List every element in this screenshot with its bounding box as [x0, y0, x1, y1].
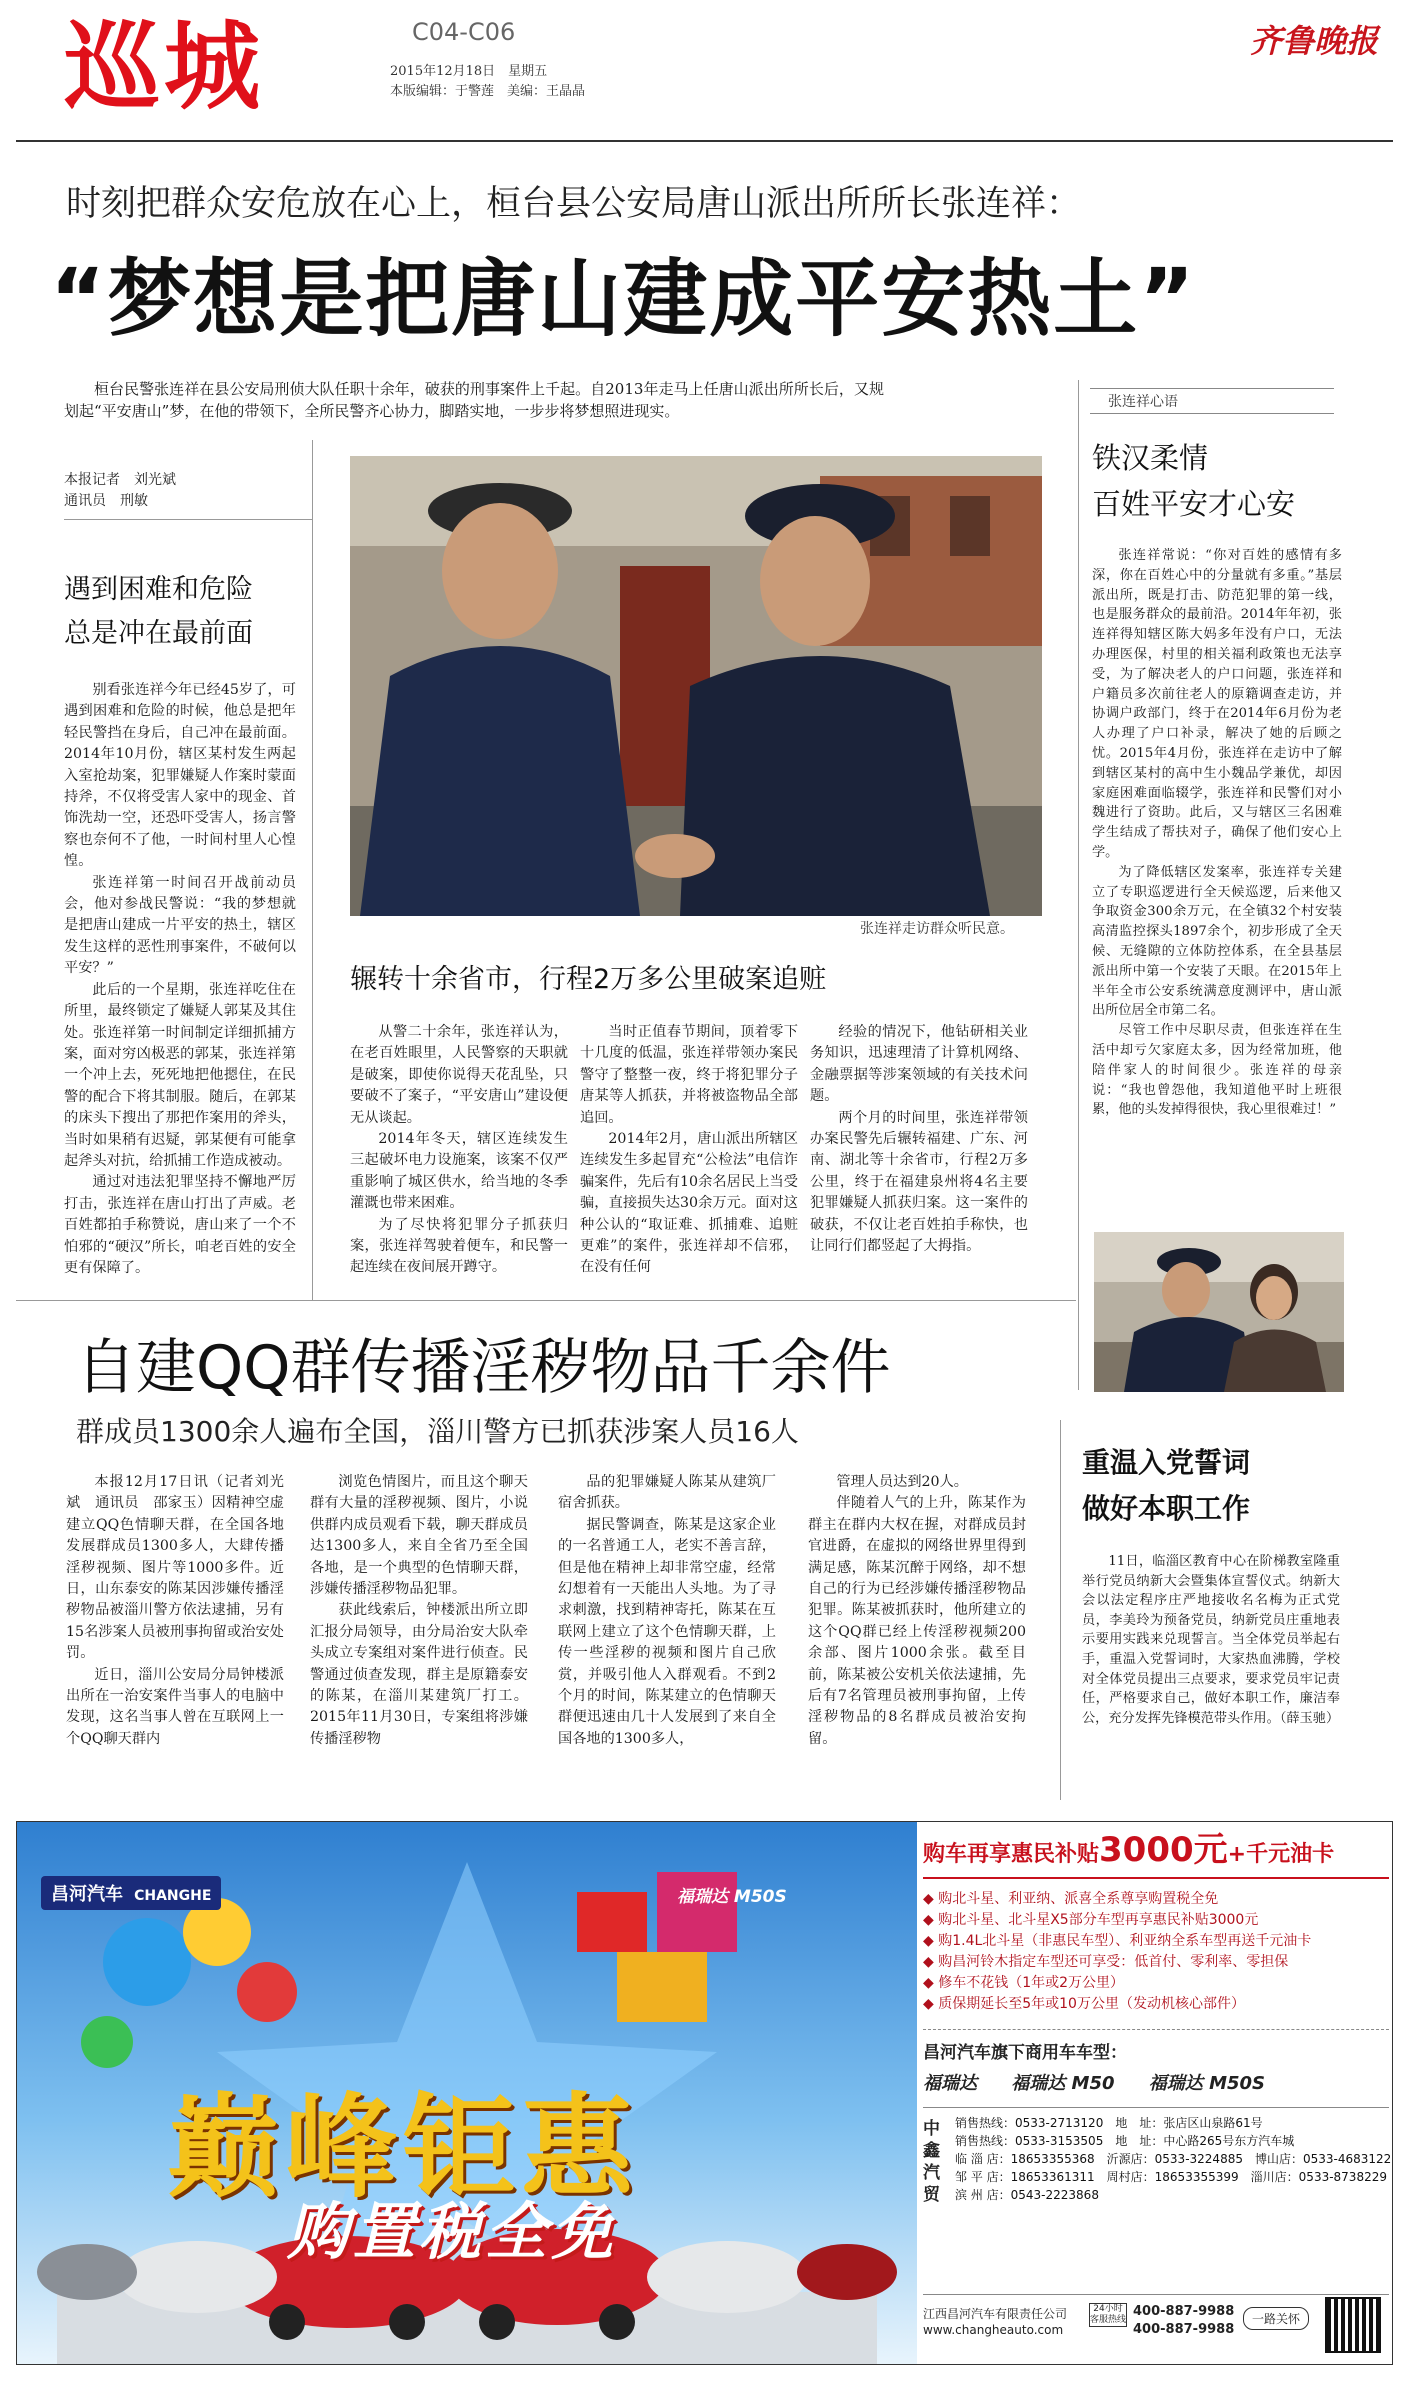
offer-list — [923, 1889, 1389, 2015]
page-range: C04-C06 — [412, 18, 516, 46]
paragraph: 2014年冬天，辖区连续发生三起破坏电力设施案，该案不仅严重影响了城区供水，给当地的冬季灌溉也带来困难。 — [350, 1131, 568, 1212]
column-rule — [312, 440, 313, 1300]
newspaper-logo: 齐鲁晚报 — [1250, 22, 1379, 60]
contact-value: 张店区山泉路61号 — [1163, 2116, 1263, 2130]
paragraph: 2014年2月，唐山派出所辖区连续发生多起冒充“公检法”电信诈骗案件，先后有10余名居民上当受骗，直接损失达30余万元。面对这种公认的“取证难、抓捕难、追赃更难”的案件，张连祥却不信邪，在没有任何 — [580, 1131, 798, 1276]
editor-line: 本版编辑：于警莲 美编：王晶晶 — [390, 84, 586, 99]
commercial-models — [923, 2069, 1389, 2095]
contact-value: 0533-3224885 — [1154, 2152, 1243, 2166]
ad-slogan-sub: 购置税全免 — [287, 2195, 618, 2268]
contact-value: 0533-2713120 — [1015, 2116, 1104, 2130]
sidebar-title-line: 百姓平安才心安 — [1092, 487, 1296, 521]
paragraph: 本报12月17日讯（记者刘光斌 通讯员 邵家玉）因精神空虚建立QQ色情聊天群，在全国各地发展群成员1300多人，大肆传播淫秽视频、图片等1000多件。近日，山东泰安的陈某因涉嫌传播淫秽物品被淄川警方依法逮捕，另有15名涉案人员被刑事拘留或治安处罚。 — [66, 1474, 284, 1662]
model-name: 福瑞达 M50S — [1148, 2073, 1265, 2094]
sidebar-title — [1092, 435, 1342, 527]
dealer-name: 中鑫汽贸 — [923, 2119, 940, 2205]
brand-logo — [41, 1876, 221, 1910]
contact-value: 0533-4683122 — [1303, 2152, 1392, 2166]
column-rule — [1078, 380, 1079, 1390]
brand-name: 昌河汽车 — [51, 1884, 123, 1905]
hotline-number: 400-887-9988 — [1133, 2304, 1235, 2319]
subhead-line: 遇到困难和危险 — [64, 574, 253, 605]
paragraph: 伴随着人气的上升，陈某作为群主在群内大权在握，对群成员封官进爵，在虚拟的网络世界里得到满足感，陈某沉醉于网络，却不想自己的行为已经涉嫌传播淫秽物品犯罪。陈某被抓获时，他所建立的这个QQ群已经上传淫秽视频200余部、图片1000余张。截至目前，陈某被公安机关依法逮捕，先后有7名管理员被刑事拘留，上传淫秽物品的8名群成员被治安拘留。 — [808, 1495, 1026, 1747]
ad-footer — [923, 2294, 1389, 2354]
story2-headline: 自建QQ群传播淫秽物品千余件 — [76, 1333, 891, 1403]
story2-subtitle: 群成员1300余人遍布全国，淄川警方已抓获涉案人员16人 — [76, 1415, 799, 1448]
hotline-label: 24小时客服热线 — [1090, 2304, 1127, 2325]
offer-plus: +千元油卡 — [1227, 1842, 1335, 1867]
story2-column-4 — [808, 1472, 1026, 1798]
model-logo: 福瑞达 M50S — [677, 1887, 787, 1907]
contact-label: 沂源店： — [1106, 2152, 1155, 2166]
contact-value: 0533-3153505 — [1015, 2134, 1104, 2148]
paragraph: 从警二十余年，张连祥认为，在老百姓眼里，人民警察的天职就是破案，即使你说得天花乱坠，只要破不了案子，“平安唐山”建设便无从谈起。 — [350, 1024, 568, 1126]
ad-slogan-main: 巅峰钜惠 — [167, 2083, 639, 2213]
qr-code-icon — [1325, 2297, 1381, 2353]
contact-label: 淄川店： — [1250, 2170, 1299, 2184]
story1-subhead-1 — [64, 568, 312, 656]
offer-item: ◆ 购1.4L北斗星（非惠民车型）、利亚纳全系车型再送千元油卡 — [923, 1931, 1389, 1952]
brief-body — [1082, 1552, 1340, 1800]
offer-item: ◆ 购北斗星、北斗星X5部分车型再享惠民补贴3000元 — [923, 1910, 1389, 1931]
main-photo — [350, 456, 1042, 916]
divider — [64, 519, 312, 520]
sidebar-photo — [1094, 1232, 1344, 1392]
contact-label: 销售热线： — [955, 2116, 1016, 2130]
paragraph: 张连祥常说：“你对百姓的感情有多深，你在百姓心中的分量就有多重。”基层派出所，既是打击、防范犯罪的第一线，也是服务群众的最前沿。2014年年初，张连祥得知辖区陈大妈多年没有户口，无法办理医保，村里的相关福利政策也无法享受，为了解决老人的户口问题，张连祥和户籍员多次前往老人的原籍调查走访，并协调户政部门，终于在2014年6月份为老人办理了户口补录，解决了她的后顾之忧。2015年4月份，张连祥在走访中了解到辖区某村的高中生小魏品学兼优，却因家庭困难面临辍学，张连祥和民警们对小魏进行了资助。此后，又与辖区三名困难学生结成了帮扶对子，确保了他们安心上学。 — [1092, 548, 1342, 860]
contact-label: 周村店： — [1106, 2170, 1155, 2184]
ad-info-panel — [923, 1828, 1392, 2358]
brief-title-line: 做好本职工作 — [1082, 1492, 1251, 1525]
contact-row — [955, 2168, 1391, 2186]
paragraph: 通过对违法犯罪坚持不懈地严厉打击，张连祥在唐山打出了声威。老百姓都拍手称赞说，唐山来了一个不怕邪的“硬汉”所长，咱老百姓的安全更有保障了。 — [64, 1174, 296, 1276]
company-name: 江西昌河汽车有限责任公司 — [923, 2307, 1068, 2321]
dealer-contacts — [955, 2114, 1391, 2204]
contact-row — [955, 2150, 1391, 2168]
contact-value: 0543-2223868 — [1010, 2188, 1099, 2202]
brief-title-line: 重温入党誓词 — [1082, 1446, 1251, 1479]
contact-value: 18653355399 — [1154, 2170, 1239, 2184]
contact-label: 邹 平 店： — [955, 2170, 1011, 2184]
story2-column-2 — [310, 1472, 528, 1798]
photo-illustration — [1094, 1232, 1344, 1392]
contact-row — [955, 2186, 1391, 2204]
ad-visual — [17, 1822, 917, 2364]
story1-column-2 — [350, 1022, 568, 1276]
story1-subhead-2: 辗转十余省市，行程2万多公里破案追赃 — [350, 964, 827, 995]
paragraph — [1082, 1552, 1340, 1728]
model-name: 福瑞达 M50 — [1011, 2073, 1115, 2094]
story1-column-3 — [580, 1022, 798, 1276]
service-badge: 一路关怀 — [1243, 2307, 1309, 2330]
column-rule — [1060, 1420, 1061, 1800]
paragraph: 管理人员达到20人。 — [836, 1474, 968, 1490]
contact-label: 销售热线： — [955, 2134, 1016, 2148]
website[interactable]: www.changheauto.com — [923, 2323, 1064, 2337]
paragraph: 据民警调查，陈某是这家企业的一名普通工人，老实不善言辞，但是他在精神上却非常空虚，经常幻想着有一天能出人头地。为了寻求刺激，找到精神寄托，陈某在互联网上建立了这个色情聊天群，上传一些淫秽的视频和图片自己欣赏，并吸引他人入群观看。不到2个月的时间，陈某建立的色情聊天群便迅速由几十人发展到了来自全国各地的1300多人， — [558, 1516, 776, 1747]
paragraph: 别看张连祥今年已经45岁了，可遇到困难和危险的时候，他总是把年轻民警挡在身后，自己冲在最前面。2014年10月份，辖区某村发生两起入室抢劫案，犯罪嫌疑人作案时蒙面持斧，不仅将受害人家中的现金、首饰洗劫一空，还恐吓受害人，扬言警察也奈何不了他，一时间村里人心惶惶。 — [64, 682, 296, 870]
paragraph: 近日，淄川公安局分局钟楼派出所在一治安案件当事人的电脑中发现，这名当事人曾在互联网上一个QQ聊天群内 — [66, 1666, 284, 1747]
masthead-rule — [16, 140, 1393, 142]
contact-label: 滨 州 店： — [955, 2188, 1011, 2202]
story1-kicker: 时刻把群众安危放在心上，桓台县公安局唐山派出所所长张连祥： — [66, 184, 1082, 224]
hotline-numbers — [1133, 2303, 1234, 2339]
story1-headline: “梦想是把唐山建成平安热土” — [50, 250, 1197, 348]
offer-item: ◆ 购北斗星、利亚纳、派喜全系尊享购置税全免 — [923, 1889, 1389, 1910]
photo-illustration — [350, 456, 1042, 916]
story1-column-4 — [810, 1022, 1028, 1262]
paragraph: 品的犯罪嫌疑人陈某从建筑厂宿舍抓获。 — [558, 1474, 776, 1512]
contact-label: 地 址： — [1115, 2134, 1164, 2148]
car-advertisement[interactable] — [16, 1821, 1393, 2365]
contact-value: 0533-8738229 — [1298, 2170, 1387, 2184]
date-line: 2015年12月18日 星期五 — [390, 64, 548, 79]
commercial-title: 昌河汽车旗下商用车车型： — [923, 2029, 1389, 2063]
story2-column-3 — [558, 1472, 776, 1798]
contact-row — [955, 2132, 1391, 2150]
paragraph: 为了尽快将犯罪分子抓获归案，张连祥驾驶着便车，和民警一起连续在夜间展开蹲守。 — [350, 1216, 568, 1276]
story1-column-1 — [64, 680, 296, 1290]
paragraph: 为了降低辖区发案率，张连祥专关建立了专职巡逻进行全天候巡逻，后来他又争取资金300余万元，在全镇32个村安装高清监控探头1897余个，初步形成了全天候、无缝隙的立体防控体系，在全县基层派出所中第一个安装了天眼。在2015年上半年全市公安系统满意度测评中，唐山派出所位居全市第二名。 — [1092, 864, 1342, 1019]
contact-value: 中心路265号东方汽车城 — [1163, 2134, 1295, 2148]
byline-correspondent: 通讯员 刑敏 — [64, 493, 148, 509]
paragraph: 尽管工作中尽职尽责，但张连祥在生活中却亏欠家庭太多，因为经常加班，他陪伴家人的时间很少。张连祥的母亲说：“我也曾怨他，我知道他平时上班很累，他的头发掉得很快，我心里很难过！” — [1092, 1023, 1342, 1118]
hotline-number: 400-887-9988 — [1133, 2322, 1235, 2337]
contact-value: 18653361311 — [1010, 2170, 1095, 2184]
contact-label: 地 址： — [1115, 2116, 1164, 2130]
brief-text: 11日，临淄区教育中心在阶梯教室隆重举行党员纳新大会暨集体宣誓仪式。纳新大会以法定程序庄严地接收名名梅为正式党员，李美玲为预备党员，纳新党员庄重地表示要用实践来兑现誓言。当全体党员举起右手，重温入党誓词时，大家热血沸腾，学校对全体党员提出三点要求，要求党员牢记责任，严格要求自己，做好本职工作，廉洁奉公，充分发挥先锋模范带头作用。 — [1082, 1554, 1340, 1726]
ad-offer — [923, 1828, 1389, 1879]
sidebar-title-line: 铁汉柔情 — [1092, 441, 1209, 475]
contact-label: 博山店： — [1254, 2152, 1303, 2166]
paragraph: 获此线索后，钟楼派出所立即汇报分局领导，由分局治安大队牵头成立专案组对案件进行侦查。民警通过侦查发现，群主是原籍泰安的陈某，在淄川某建筑厂打工。2015年11月30日，专案组将涉嫌传播淫秽物 — [310, 1602, 528, 1747]
section-title: 巡城 — [64, 11, 264, 123]
offer-amount: 3000元 — [1099, 1830, 1228, 1870]
brief-byline: （薛玉驰） — [1279, 1710, 1340, 1726]
story2-column-1 — [66, 1472, 284, 1798]
paragraph: 浏览色情图片，而且这个聊天群有大量的淫秽视频、图片，小说供群内成员观看下载，聊天群成员达1300多人，来自全省乃至全国各地，是一个典型的色情聊天群，涉嫌传播淫秽物品犯罪。 — [310, 1474, 528, 1598]
story1-lead: 桓台民警张连祥在县公安局刑侦大队任职十余年，破获的刑事案件上千起。自2013年走马上任唐山派出所所长后，又规划起“平安唐山”梦，在他的带领下，全所民警齐心协力，脚踏实地，一步步将梦想照进现实。 — [64, 380, 884, 420]
sidebar-label: 张连祥心语 — [1090, 388, 1334, 414]
offer-item: ◆ 质保期延长至5年或10万公里（发动机核心部件） — [923, 1994, 1389, 2015]
dealer-block — [923, 2107, 1392, 2257]
contact-value: 18653355368 — [1010, 2152, 1095, 2166]
paragraph: 此后的一个星期，张连祥吃住在所里，最终锁定了嫌疑人郭某及其住处。张连祥第一时间制定详细抓捕方案，面对穷凶极恶的郭某，张连祥第一个冲上去，死死地把他摁住，在民警的配合下将其制服。随后，在郭某的床头下搜出了那把作案用的斧头，当时如果稍有迟疑，郭某便有可能拿起斧头对抗，给抓捕工作造成被动。 — [64, 981, 296, 1169]
photo-caption: 张连祥走访群众听民意。 — [860, 921, 1014, 937]
model-name: 福瑞达 — [923, 2073, 977, 2094]
brand-name-en: CHANGHE — [134, 1888, 212, 1904]
brief-title — [1082, 1440, 1342, 1532]
offer-item: ◆ 修车不花钱（1年或2万公里） — [923, 1973, 1389, 1994]
byline-reporter: 本报记者 刘光斌 — [64, 472, 176, 488]
sidebar-body — [1092, 546, 1342, 1210]
contact-row — [955, 2114, 1391, 2132]
paragraph: 当时正值春节期间，顶着零下十几度的低温，张连祥带领办案民警守了整整一夜，终于将犯罪分子唐某等人抓获，并将被盗物品全部追回。 — [580, 1024, 798, 1126]
paragraph: 两个月的时间里，张连祥带领办案民警先后辗转福建、广东、河南、湖北等十余省市，行程2万多公里，终于在福建泉州将4名主要犯罪嫌疑人抓获归案。这一案件的破获，不仅让老百姓拍手称快，也让同行们都竖起了大拇指。 — [810, 1109, 1028, 1255]
contact-label: 临 淄 店： — [955, 2152, 1011, 2166]
story-divider — [16, 1300, 1076, 1301]
paragraph: 张连祥第一时间召开战前动员会，他对参战民警说：“我的梦想就是把唐山建成一片平安的热土，辖区发生这样的恶性刑事案件，不破何以平安？” — [64, 874, 296, 977]
subhead-line: 总是冲在最前面 — [64, 618, 253, 649]
offer-item: ◆ 购昌河铃木指定车型还可享受：低首付、零利率、零担保 — [923, 1952, 1389, 1973]
offer-label: 购车再享惠民补贴 — [923, 1842, 1100, 1867]
paragraph: 经验的情况下，他钻研相关业务知识，迅速理清了计算机网络、金融票据等涉案领域的有关技术问题。 — [810, 1024, 1028, 1105]
byline — [64, 470, 176, 512]
